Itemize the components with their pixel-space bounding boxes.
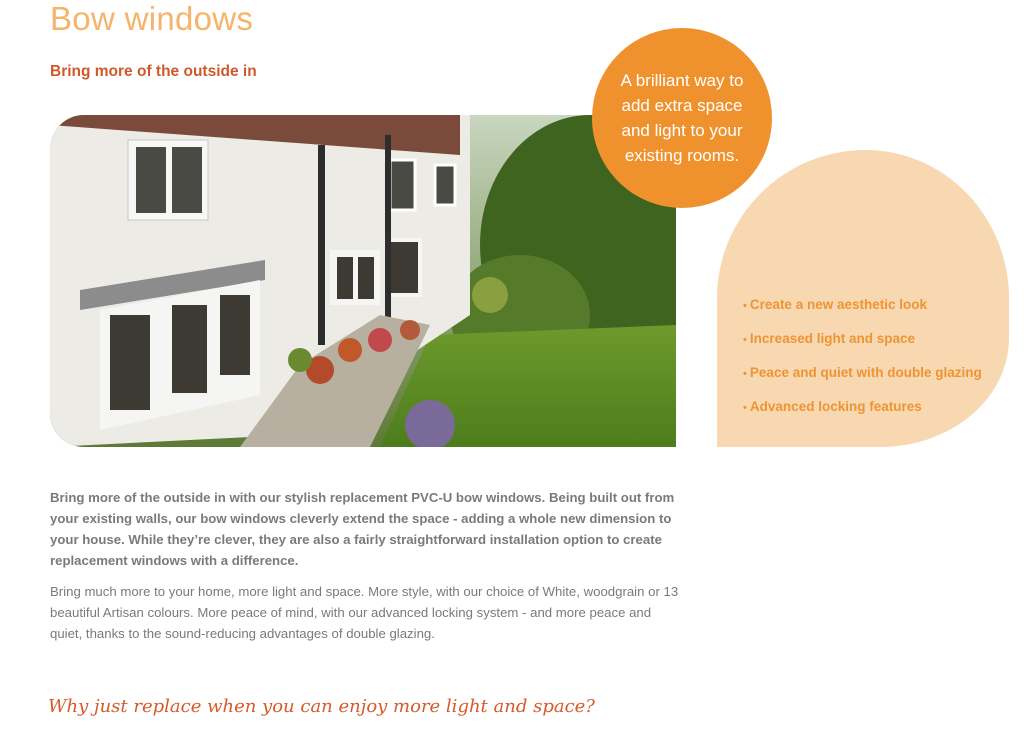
feature-item: • Create a new aesthetic look (743, 294, 982, 328)
callout-circle (592, 28, 772, 208)
tagline: Why just replace when you can enjoy more light and space? (48, 696, 595, 717)
detail-paragraph: Bring much more to your home, more light and space. More style, with our choice of White, woodgrain or 13 beautiful Artisan colours. More peace of mind, with our advanced locking system - and more peace and quiet, thanks to the sound-reducing advantages of double glazing. (50, 584, 679, 641)
body-text (50, 487, 680, 654)
feature-item: • Peace and quiet with double glazing (743, 362, 982, 396)
callout-text: A brilliant way to add extra space and light to your existing rooms. (620, 71, 744, 165)
feature-item: • Advanced locking features (743, 396, 982, 430)
intro-paragraph: Bring more of the outside in with our stylish replacement PVC-U bow windows. Being built out from your existing walls, our bow windows cleverly extend the space - adding a whole new dimension to your house. While they’re clever, they are also a fairly straightforward installation option to create replacement windows with a difference. (50, 490, 675, 568)
page-subtitle: Bring more of the outside in (50, 63, 257, 80)
features-list (743, 294, 982, 430)
feature-item: • Increased light and space (743, 328, 982, 362)
page-title: Bow windows (50, 0, 254, 37)
bow-window-house-photo (50, 115, 676, 447)
